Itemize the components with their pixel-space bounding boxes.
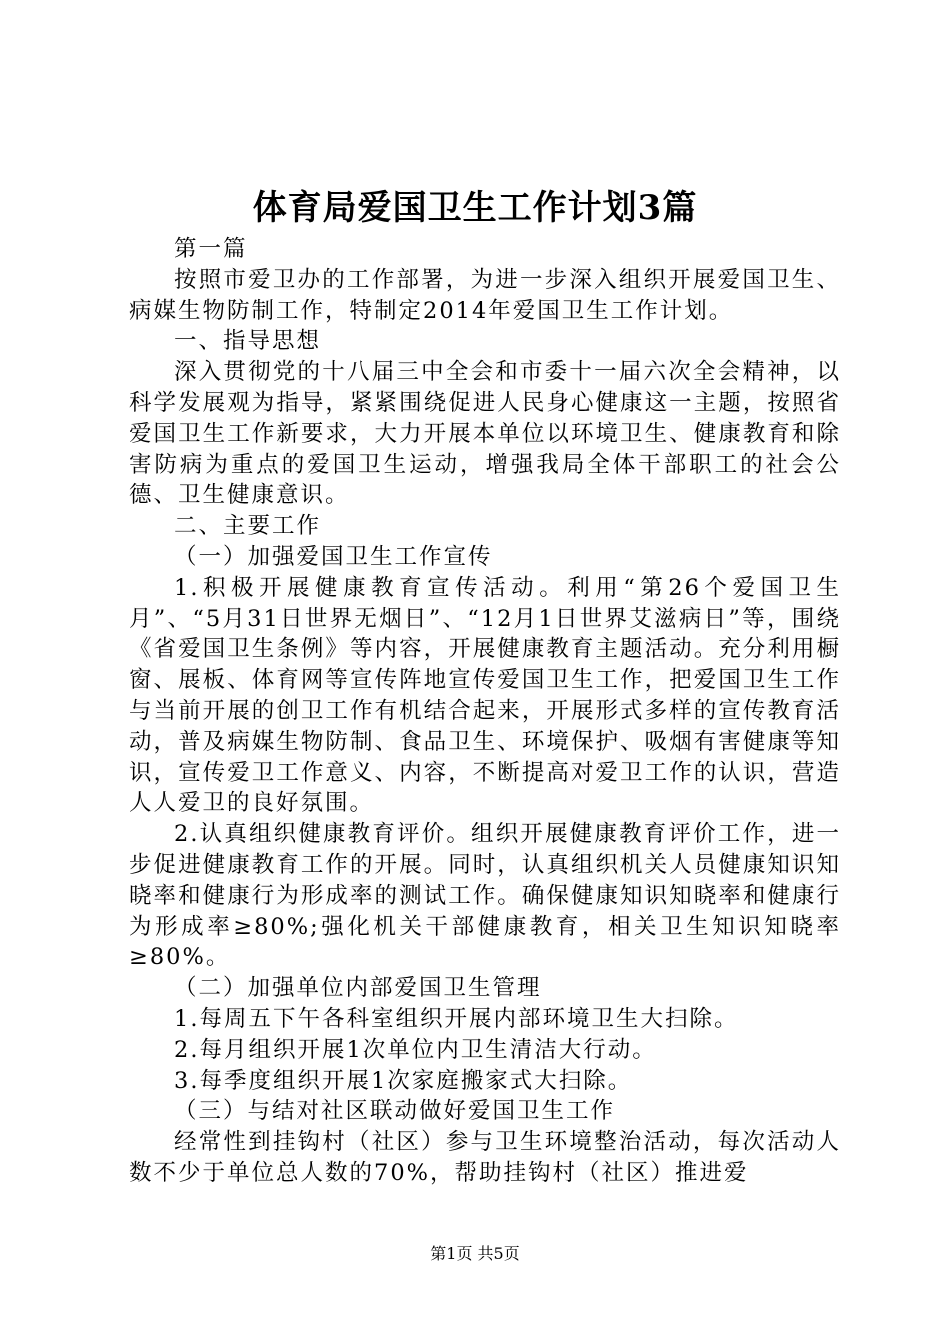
list-item-monthly-cleaning: 2.每月组织开展1次单位内卫生清洁大行动。 [174,1036,657,1063]
page-number-footer: 第1页 共5页 [430,1244,520,1263]
paragraph-publicity-item-2: 2.认真组织健康教育评价。组织开展健康教育评价工作，进一步促进健康教育工作的开展。同时，认真组织机关人员健康知识知晓率和健康行为形成率的测试工作。确保健康知识知晓率和健康行为形成率≥80%;强化机关干部健康教育，相关卫生知识知晓率≥80%。 [129,821,841,971]
paragraph-guiding-ideology: 深入贯彻党的十八届三中全会和市委十一届六次全会精神，以科学发展观为指导，紧紧围绕促进人民身心健康这一主题，按照省爱国卫生工作新要求，大力开展本单位以环境卫生、健康教育和除害防病为重点的爱国卫生运动，增强我局全体干部职工的社会公德、卫生健康意识。 [129,359,841,509]
subheading-publicity: （一）加强爱国卫生工作宣传 [174,543,493,570]
heading-main-work: 二、主要工作 [174,513,322,540]
paragraph-community-linkage: 经常性到挂钩村（社区）参与卫生环境整治活动，每次活动人数不少于单位总人数的70%，帮助挂钩村（社区）推进爱 [129,1129,841,1186]
list-item-weekly-cleaning: 1.每周五下午各科室组织开展内部环境卫生大扫除。 [174,1005,739,1032]
paragraph-section-label: 第一篇 [174,236,248,262]
subheading-internal-management: （二）加强单位内部爱国卫生管理 [174,975,542,1002]
document-title: 体育局爱国卫生工作计划3篇 [252,188,698,228]
list-item-quarterly-cleaning: 3.每季度组织开展1次家庭搬家式大扫除。 [174,1067,633,1094]
paragraph-publicity-item-1: 1.积极开展健康教育宣传活动。利用“第26个爱国卫生月”、“5月31日世界无烟日”、“12月1日世界艾滋病日”等，围绕《省爱国卫生条例》等内容，开展健康教育主题活动。充分利用橱窗、展板、体育网等宣传阵地宣传爱国卫生工作，把爱国卫生工作与当前开展的创卫工作有机结合起来，开展形式多样的宣传教育活动，普及病媒生物防制、食品卫生、环境保护、吸烟有害健康等知识，宣传爱卫工作意义、内容，不断提高对爱卫工作的认识，营造人人爱卫的良好氛围。 [129,574,841,817]
paragraph-intro: 按照市爱卫办的工作部署，为进一步深入组织开展爱国卫生、病媒生物防制工作，特制定2014年爱国卫生工作计划。 [129,266,841,324]
document-body [129,234,841,1189]
subheading-community-linkage: （三）与结对社区联动做好爱国卫生工作 [174,1098,616,1125]
heading-guiding-ideology: 一、指导思想 [174,328,322,355]
